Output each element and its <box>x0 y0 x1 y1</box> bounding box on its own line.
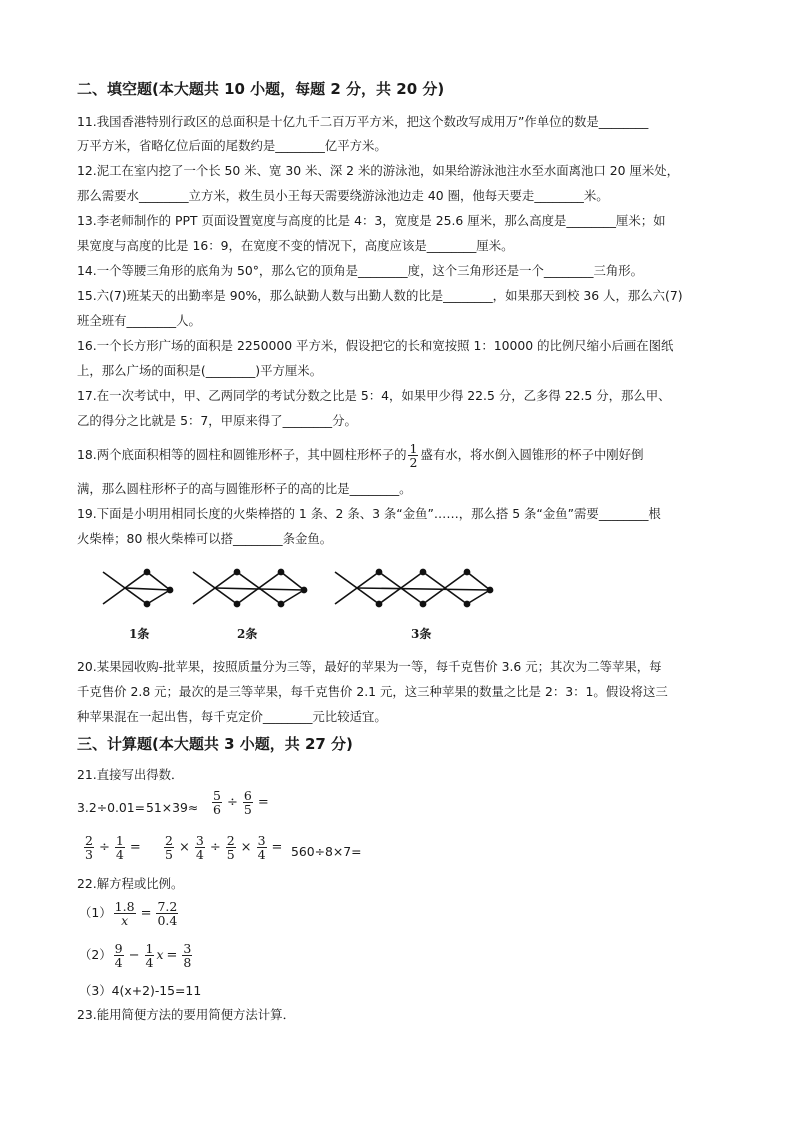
q18-text-pre: 18.两个底面积相等的圆柱和圆锥形杯子，其中圆柱形杯子的 <box>77 447 407 462</box>
q17-line-2: 乙的得分之比就是 5：7，甲原来得了________分。 <box>77 413 357 428</box>
q17-line-1: 17.在一次考试中，甲、乙两同学的考试分数之比是 5：4，如果甲少得 22.5 分，乙多得 22.5 分，那么甲、 <box>77 388 671 403</box>
q16-line-1: 16.一个长方形广场的面积是 2250000 平方米，假设把它的长和宽按照 1：10000 的比例尺缩小后画在图纸 <box>77 338 674 353</box>
q18-line-1 <box>77 442 643 469</box>
q19-line-1: 19.下面是小明用相同长度的火柴棒搭的 1 条、2 条、3 条“金鱼”……，那么搭 5 条“金鱼”需要________根 <box>77 506 661 521</box>
q15-line-2: 班全班有________人。 <box>77 313 201 328</box>
matchstick-fish-figure <box>95 560 515 644</box>
q21-item-4: $\frac{2}{3}$ ÷ $\frac{1}{4}$ = <box>85 833 141 862</box>
q22-title: 22.解方程或比例。 <box>77 876 184 891</box>
q11-line-2: 万平方米，省略亿位后面的尾数约是________亿平方米。 <box>77 138 387 153</box>
q13-line-2: 果宽度与高度的比是 16：9，在宽度不变的情况下，高度应该是________厘米。 <box>77 238 514 253</box>
fig-label-2: 2条 <box>237 627 258 641</box>
q20-line-1: 20.某果园收购-批苹果，按照质量分为三等，最好的苹果为一等，每千克售价 3.6 元；其次为二等苹果，每 <box>77 659 662 674</box>
q21-item-5: $\frac{2}{5}$ × $\frac{3}{4}$ ÷ $\frac{2}{5}$ × $\frac{3}{4}$ = <box>165 833 283 862</box>
q12-line-1: 12.泥工在室内挖了一个长 50 米、宽 30 米、深 2 米的游泳池，如果给游泳池注水至水面离池口 20 厘米处， <box>77 163 680 178</box>
q21-item-6: 560÷8×7= <box>291 844 362 859</box>
q21-item-1: 3.2÷0.01= <box>77 800 146 815</box>
q21-item-3: $\frac{5}{6}$ ÷ $\frac{6}{5}$ = <box>213 788 269 817</box>
q13-line-1: 13.李老师制作的 PPT 页面设置宽度与高度的比是 4：3，宽度是 25.6 厘米，那么高度是________厘米；如 <box>77 213 666 228</box>
q22-part-1: （1） $\frac{1.8}{x}$ = $\frac{7.2}{0.4}$ <box>79 899 178 928</box>
q19-line-2: 火柴棒；80 根火柴棒可以搭________条金鱼。 <box>77 531 333 546</box>
q20-line-3: 种苹果混在一起出售，每千克定价________元比较适宜。 <box>77 709 387 724</box>
section-2-title: 二、填空题(本大题共 10 小题，每题 2 分，共 20 分) <box>77 80 445 98</box>
q20-line-2: 千克售价 2.8 元；最次的是三等苹果，每千克售价 2.1 元，这三种苹果的数量之比是 2：3：1。假设将这三 <box>77 684 668 699</box>
q22-part-2: （2） $\frac{9}{4}$ − $\frac{1}{4}$ x = $\frac{3}{8}$ <box>79 941 192 970</box>
q12-line-2: 那么需要水________立方米，救生员小王每天需要绕游泳池边走 40 圈，他每天要走________米。 <box>77 188 609 203</box>
q11-line-1: 11.我国香港特别行政区的总面积是十亿九千二百万平方米，把这个数改写成用万”作单位的数是________ <box>77 114 649 129</box>
q23-title: 23.能用简便方法的要用简便方法计算． <box>77 1007 295 1022</box>
q21-item-2: 51×39≈ <box>146 800 199 815</box>
matchstick-diagram <box>95 560 515 640</box>
q15-line-1: 15.六(7)班某天的出勤率是 90%，那么缺勤人数与出勤人数的比是________，如果那天到校 36 人，那么六(7) <box>77 288 683 303</box>
fig-label-3: 3条 <box>411 627 432 641</box>
q21-title: 21.直接写出得数． <box>77 767 184 782</box>
q14-line-1: 14.一个等腰三角形的底角为 50°，那么它的顶角是________度，这个三角形还是一个________三角形。 <box>77 263 644 278</box>
q18-line-2: 满，那么圆柱形杯子的高与圆锥形杯子的高的比是________。 <box>77 481 412 496</box>
section-3-title: 三、计算题(本大题共 3 小题，共 27 分) <box>77 735 353 753</box>
q18-fraction: $\frac{1}{2}$ <box>409 441 418 470</box>
fig-label-1: 1条 <box>129 627 150 641</box>
q18-text-post: 盛有水，将水倒入圆锥形的杯子中刚好倒 <box>420 447 644 462</box>
q16-line-2: 上，那么广场的面积是(________)平方厘米。 <box>77 363 323 378</box>
q22-part-3: （3）4(x+2)-15=11 <box>79 983 202 998</box>
